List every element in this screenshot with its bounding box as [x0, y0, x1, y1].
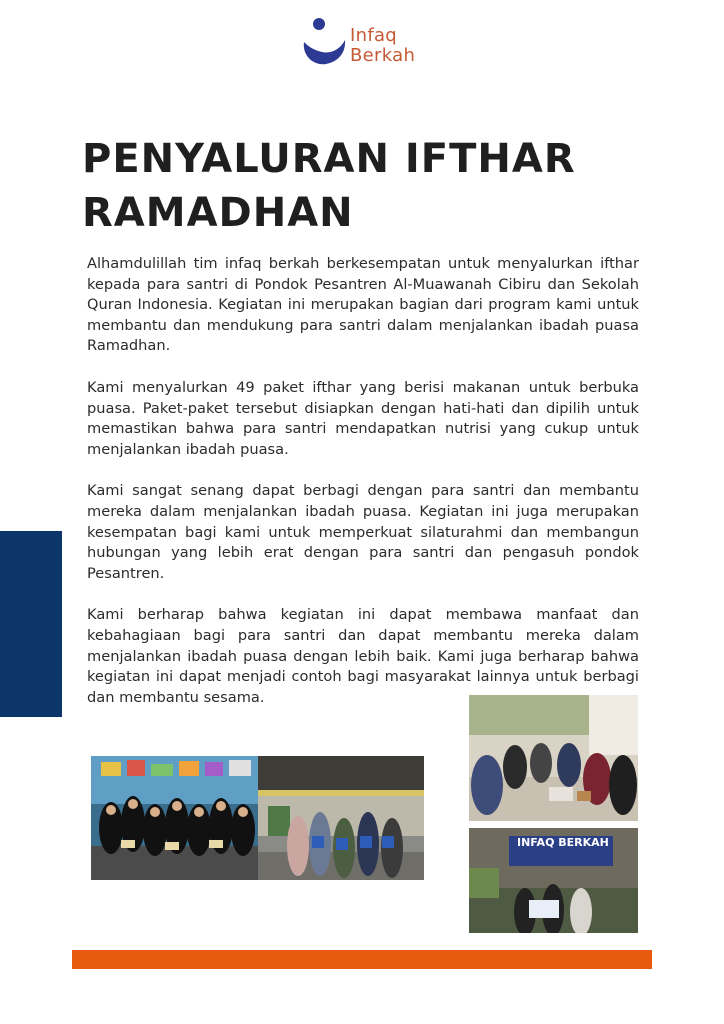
photo-santri-seated [469, 695, 638, 821]
brand-name-line1: Infaq [350, 25, 398, 46]
photo-banner-text: INFAQ BERKAH [517, 836, 609, 849]
brand-name-line2: Berkah [350, 45, 416, 66]
article-body [87, 254, 639, 729]
bottom-accent-bar [72, 950, 652, 969]
paragraph: Kami menyalurkan 49 paket ifthar yang berisi makanan untuk berbuka puasa. Paket-paket tersebut disiapkan dengan hati-hati dan dipilih untuk memastikan bahwa para santri mendapatkan nutrisi yang cukup untuk menjalankan ibadah puasa. [87, 378, 639, 458]
paragraph: Kami berharap bahwa kegiatan ini dapat membawa manfaat dan kebahagiaan bagi para santri dan dapat membantu mereka dalam menjalankan ibadah puasa dengan lebih baik. Kami juga berharap bahwa kegiatan ini dapat menjadi contoh bagi masyarakat lainnya untuk berbagi dan membantu sesama. [87, 606, 639, 706]
brand-logo [300, 14, 430, 70]
photo-santri-group-indoor [91, 756, 258, 880]
paragraph: Alhamdulillah tim infaq berkah berkesempatan untuk menyalurkan ifthar kepada para santri di Pondok Pesantren Al-Muawanah Cibiru dan Sekolah Quran Indonesia. Kegiatan ini merupakan bagian dari program kami untuk membantu dan mendukung para santri dalam menjalankan ibadah puasa Ramadhan. [87, 255, 639, 355]
title-line-2: RAMADHAN [82, 190, 354, 236]
brand-name [350, 26, 415, 66]
side-accent-bar [0, 531, 62, 717]
logo-mark-icon [300, 14, 348, 70]
title-line-1: PENYALURAN IFTHAR [82, 136, 576, 182]
paragraph: Kami sangat senang dapat berbagi dengan para santri dan membantu mereka dalam menjalankan ibadah puasa. Kegiatan ini juga merupakan kesempatan bagi kami untuk memperkuat silaturahmi dan membangun hubungan yang lebih erat dengan para santri dan pengasuh pondok Pesantren. [87, 482, 639, 582]
photo-infaq-banner [469, 828, 638, 933]
photo-distribution-outdoor [258, 756, 424, 880]
page-title [82, 132, 662, 240]
